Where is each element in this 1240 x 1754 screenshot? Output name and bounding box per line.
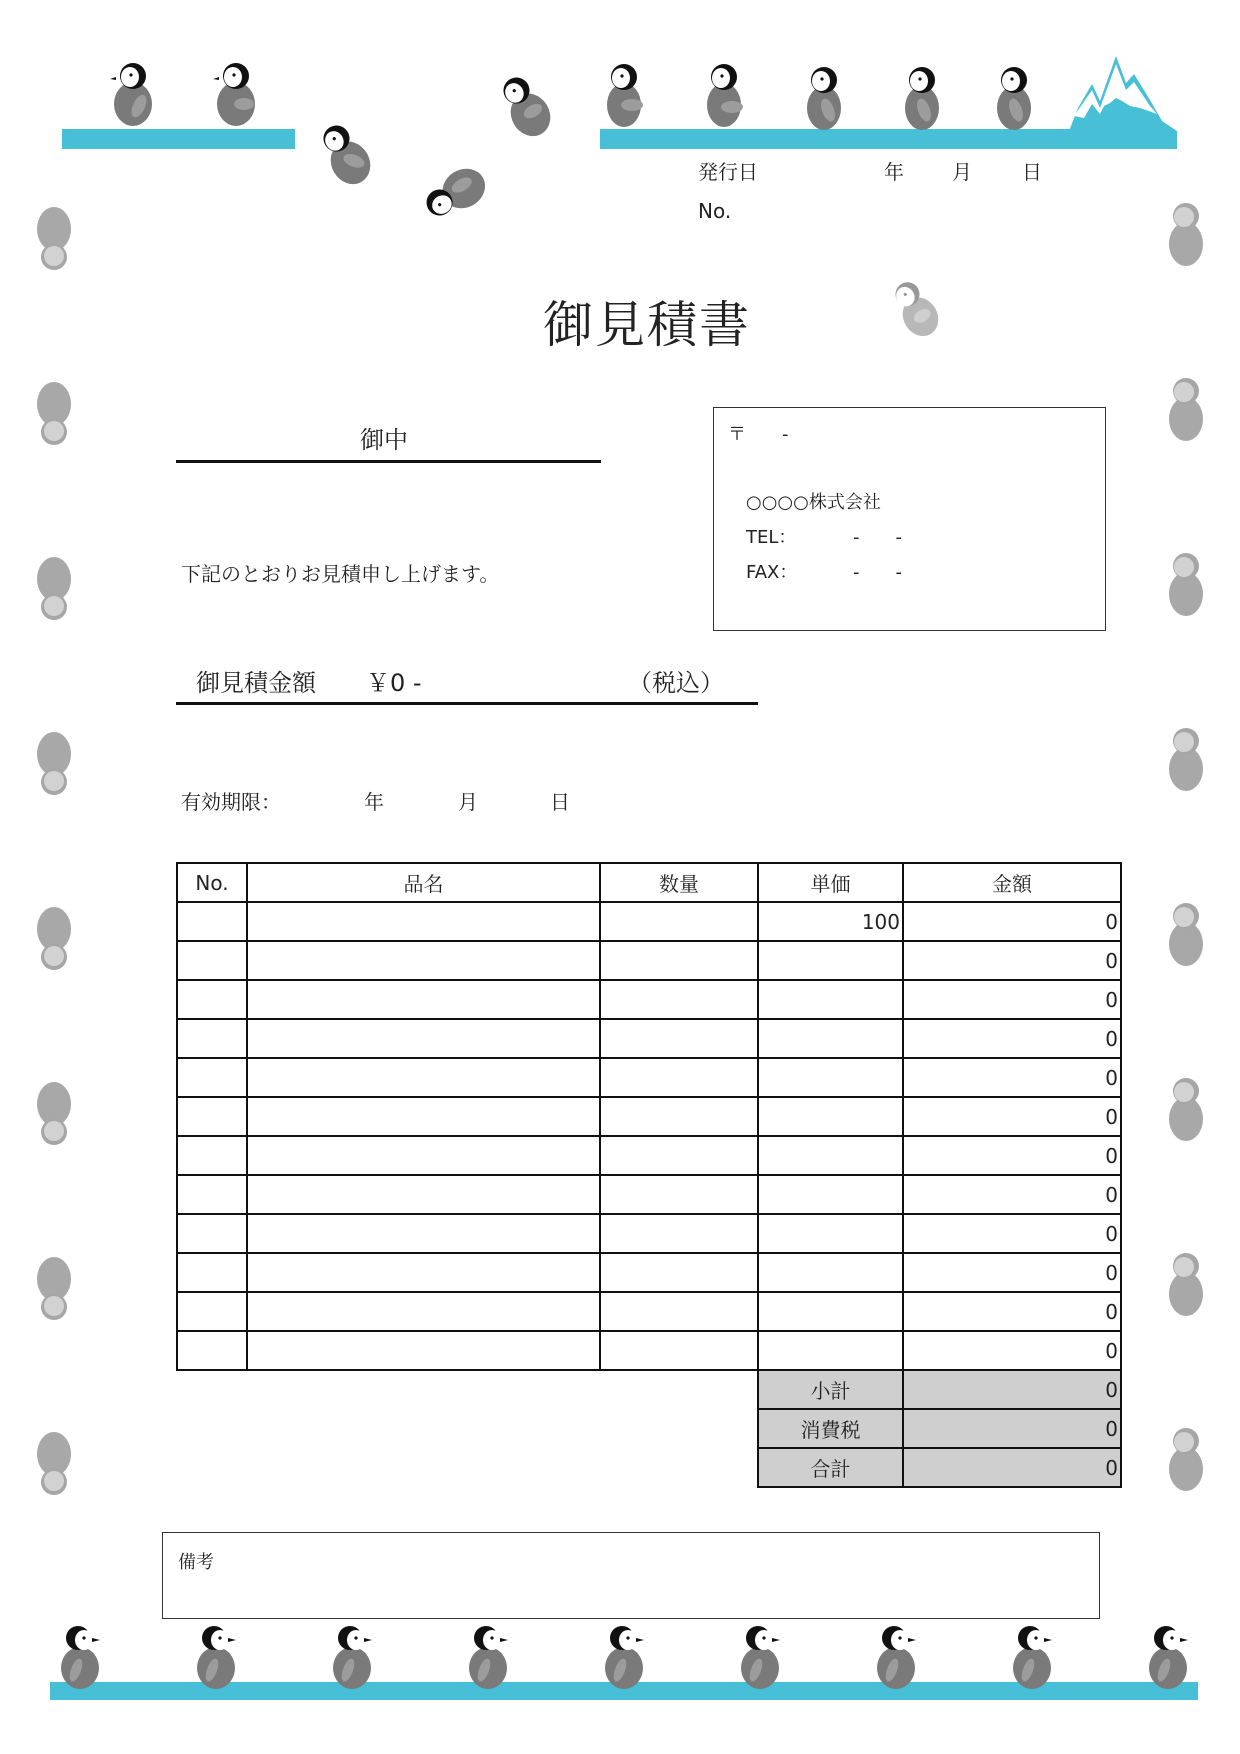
cell-qty[interactable]: [600, 1214, 758, 1253]
cell-item[interactable]: [247, 1019, 600, 1058]
cell-item[interactable]: [247, 1331, 600, 1370]
cell-unit-price[interactable]: [758, 1019, 903, 1058]
cell-qty[interactable]: [600, 980, 758, 1019]
cell-qty[interactable]: [600, 1175, 758, 1214]
cell-amount: 0: [903, 902, 1121, 941]
penguin-icon: [802, 66, 854, 132]
cell-item[interactable]: [247, 1058, 600, 1097]
penguin-icon: [1160, 1427, 1212, 1493]
header-no: No.: [177, 863, 247, 902]
table-row: [177, 1214, 1121, 1253]
notes-field[interactable]: [162, 1532, 1100, 1619]
cell-amount: 0: [903, 1136, 1121, 1175]
mountain-icon: [1062, 46, 1177, 150]
grand-total-row: [177, 1448, 1121, 1487]
validity-label: 有効期限：: [181, 790, 281, 814]
summary-spacer: [177, 1448, 758, 1487]
cell-no[interactable]: [177, 1331, 247, 1370]
cell-no[interactable]: [177, 1214, 247, 1253]
cell-amount: 0: [903, 980, 1121, 1019]
penguin-icon: [28, 1255, 80, 1321]
penguin-icon: [900, 66, 952, 132]
table-row: [177, 1058, 1121, 1097]
cell-item[interactable]: [247, 1292, 600, 1331]
penguin-icon: [1160, 1252, 1212, 1318]
cell-amount: 0: [903, 1292, 1121, 1331]
penguin-icon: [487, 65, 565, 148]
penguin-icon: [1142, 1624, 1194, 1690]
cell-unit-price[interactable]: [758, 980, 903, 1019]
penguin-icon: [28, 380, 80, 446]
cell-qty[interactable]: [600, 941, 758, 980]
cell-unit-price[interactable]: 100: [758, 902, 903, 941]
subtotal-row: [177, 1370, 1121, 1409]
intro-text: 下記のとおりお見積申し上げます。: [181, 562, 500, 586]
cell-item[interactable]: [247, 902, 600, 941]
penguin-icon: [54, 1624, 106, 1690]
header-qty: 数量: [600, 863, 758, 902]
tax-row: [177, 1409, 1121, 1448]
cell-amount: 0: [903, 1097, 1121, 1136]
penguin-icon: [1160, 727, 1212, 793]
penguin-icon: [1160, 377, 1212, 443]
cell-qty[interactable]: [600, 1331, 758, 1370]
cell-no[interactable]: [177, 1136, 247, 1175]
table-row: [177, 1292, 1121, 1331]
cell-unit-price[interactable]: [758, 1331, 903, 1370]
total-underline: [176, 702, 758, 705]
cell-unit-price[interactable]: [758, 1058, 903, 1097]
cell-item[interactable]: [247, 941, 600, 980]
cell-unit-price[interactable]: [758, 1292, 903, 1331]
recipient-suffix: 御中: [360, 426, 408, 454]
cell-no[interactable]: [177, 1253, 247, 1292]
ice-floe-left: [62, 129, 295, 149]
cell-amount: 0: [903, 1331, 1121, 1370]
cell-no[interactable]: [177, 1175, 247, 1214]
penguin-icon: [190, 1624, 242, 1690]
penguin-icon: [462, 1624, 514, 1690]
penguin-icon: [877, 267, 955, 350]
cell-amount: 0: [903, 1214, 1121, 1253]
notes-label: 備考: [178, 1552, 214, 1573]
recipient-underline[interactable]: [176, 460, 601, 463]
sender-tel-value[interactable]: - -: [853, 527, 902, 548]
cell-no[interactable]: [177, 980, 247, 1019]
cell-item[interactable]: [247, 980, 600, 1019]
table-row: [177, 1019, 1121, 1058]
penguin-icon: [598, 1624, 650, 1690]
cell-qty[interactable]: [600, 1136, 758, 1175]
penguin-icon: [602, 63, 654, 129]
penguin-icon: [28, 905, 80, 971]
table-row: [177, 1097, 1121, 1136]
cell-item[interactable]: [247, 1175, 600, 1214]
grand-total-label: 合計: [758, 1448, 903, 1487]
total-tax-note: （税込）: [628, 669, 724, 697]
cell-amount: 0: [903, 1019, 1121, 1058]
tax-value: 0: [903, 1409, 1121, 1448]
sender-fax-label: FAX：: [746, 562, 798, 583]
cell-item[interactable]: [247, 1214, 600, 1253]
cell-unit-price[interactable]: [758, 1136, 903, 1175]
issue-date-label: 発行日: [698, 160, 758, 184]
tax-label: 消費税: [758, 1409, 903, 1448]
cell-item[interactable]: [247, 1097, 600, 1136]
cell-qty[interactable]: [600, 1019, 758, 1058]
subtotal-value: 0: [903, 1370, 1121, 1409]
validity-month[interactable]: 月: [458, 790, 478, 814]
table-row: [177, 941, 1121, 980]
cell-no[interactable]: [177, 902, 247, 941]
cell-item[interactable]: [247, 1136, 600, 1175]
table-row: [177, 902, 1121, 941]
cell-amount: 0: [903, 1058, 1121, 1097]
cell-unit-price[interactable]: [758, 941, 903, 980]
summary-spacer: [177, 1409, 758, 1448]
validity-day[interactable]: 日: [550, 790, 570, 814]
penguin-icon: [870, 1624, 922, 1690]
cell-unit-price[interactable]: [758, 1175, 903, 1214]
header-unit-price: 単価: [758, 863, 903, 902]
penguin-icon: [992, 66, 1044, 132]
cell-qty[interactable]: [600, 1292, 758, 1331]
penguin-icon: [326, 1624, 378, 1690]
ice-floe-right: [600, 129, 1070, 149]
penguin-icon: [307, 113, 385, 196]
table-header-row: [177, 863, 1121, 902]
line-items-table: [176, 862, 1122, 1488]
penguin-icon: [1160, 902, 1212, 968]
header-item: 品名: [247, 863, 600, 902]
cell-item[interactable]: [247, 1253, 600, 1292]
cell-no[interactable]: [177, 941, 247, 980]
total-amount-label: 御見積金額: [196, 669, 316, 697]
issue-date-year[interactable]: 年: [884, 160, 904, 184]
penguin-icon: [210, 62, 262, 128]
penguin-icon: [28, 555, 80, 621]
cell-amount: 0: [903, 941, 1121, 980]
penguin-icon: [1160, 1077, 1212, 1143]
cell-unit-price[interactable]: [758, 1253, 903, 1292]
sender-tel-label: TEL：: [746, 527, 797, 548]
sender-fax-value[interactable]: - -: [853, 562, 902, 583]
table-row: [177, 1253, 1121, 1292]
grand-total-value: 0: [903, 1448, 1121, 1487]
cell-no[interactable]: [177, 1019, 247, 1058]
table-row: [177, 1175, 1121, 1214]
sender-company[interactable]: ○○○○株式会社: [746, 492, 881, 513]
cell-unit-price[interactable]: [758, 1214, 903, 1253]
penguin-icon: [28, 1080, 80, 1146]
validity-year[interactable]: 年: [364, 790, 384, 814]
table-row: [177, 1331, 1121, 1370]
cell-qty[interactable]: [600, 1253, 758, 1292]
penguin-icon: [1160, 202, 1212, 268]
cell-qty[interactable]: [600, 902, 758, 941]
header-amount: 金額: [903, 863, 1121, 902]
cell-qty[interactable]: [600, 1058, 758, 1097]
penguin-icon: [1160, 552, 1212, 618]
subtotal-label: 小計: [758, 1370, 903, 1409]
total-amount-value: ￥0 -: [366, 669, 422, 697]
table-row: [177, 980, 1121, 1019]
cell-no[interactable]: [177, 1058, 247, 1097]
penguin-icon: [28, 730, 80, 796]
cell-unit-price[interactable]: [758, 1097, 903, 1136]
penguin-icon: [28, 205, 80, 271]
issue-date-month[interactable]: 月: [952, 160, 972, 184]
penguin-icon: [414, 154, 497, 232]
document-number-label: No.: [698, 199, 732, 223]
summary-spacer: [177, 1370, 758, 1409]
cell-qty[interactable]: [600, 1097, 758, 1136]
penguin-icon: [1006, 1624, 1058, 1690]
cell-no[interactable]: [177, 1097, 247, 1136]
penguin-icon: [702, 63, 754, 129]
table-row: [177, 1136, 1121, 1175]
penguin-icon: [28, 1430, 80, 1496]
issue-date-day[interactable]: 日: [1022, 160, 1042, 184]
page-title: 御見積書: [543, 296, 751, 354]
penguin-icon: [107, 62, 159, 128]
penguin-icon: [734, 1624, 786, 1690]
cell-amount: 0: [903, 1253, 1121, 1292]
cell-amount: 0: [903, 1175, 1121, 1214]
sender-postal[interactable]: 〒 -: [728, 424, 789, 445]
cell-no[interactable]: [177, 1292, 247, 1331]
